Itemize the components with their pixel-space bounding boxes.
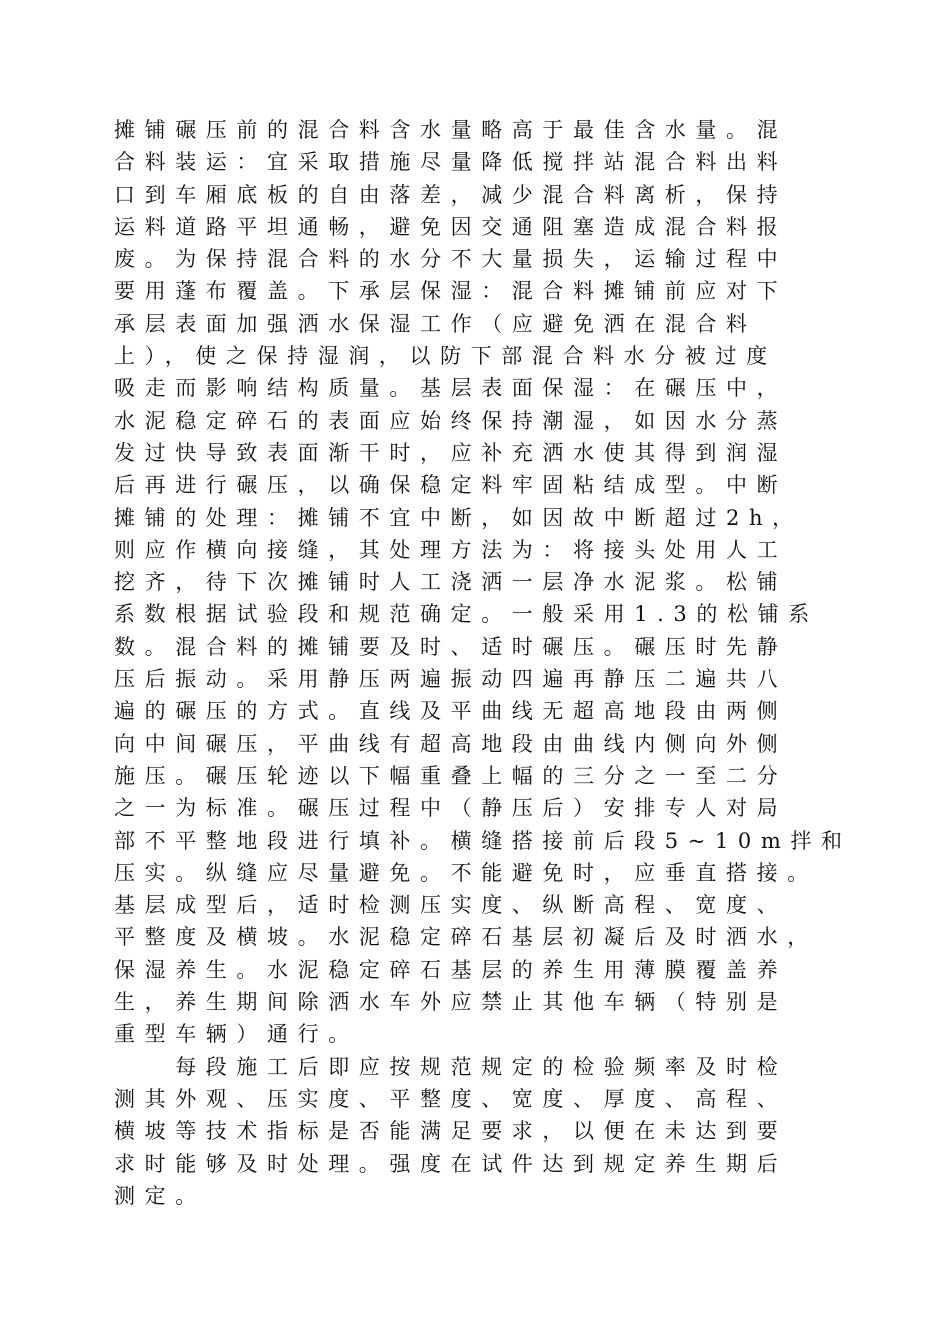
text-line: 摊铺碾压前的混合料含水量略高于最佳含水量。混 [114,118,788,142]
text-line: 生，养生期间除洒水车外应禁止其他车辆（特别是 [114,990,788,1015]
text-line: 施压。碾压轮迹以下幅重叠上幅的三分之一至二分 [114,763,788,788]
text-line: 要用蓬布覆盖。下承层保湿：混合料摊铺前应对下 [114,279,788,304]
text-line: 重型车辆）通行。 [114,1022,359,1047]
text-line: 摊铺的处理：摊铺不宜中断，如因故中断超过2h， [114,505,803,530]
text-line: 则应作横向接缝，其处理方法为：将接头处用人工 [114,537,788,562]
text-line: 平整度及横坡。水泥稳定碎石基层初凝后及时洒水， [114,925,818,950]
text-line: 合料装运：宜采取措施尽量降低搅拌站混合料出料 [114,150,788,175]
text-line: 测其外观、压实度、平整度、宽度、厚度、高程、 [114,1086,788,1111]
text-line: 后再进行碾压，以确保稳定料牢固粘结成型。中断 [114,473,788,498]
text-line: 求时能够及时处理。强度在试件达到规定养生期后 [114,1151,788,1176]
text-line: 遍的碾压的方式。直线及平曲线无超高地段由两侧 [114,699,788,724]
text-line: 数。混合料的摊铺要及时、适时碾压。碾压时先静 [114,634,788,659]
text-line: 承层表面加强洒水保湿工作（应避免洒在混合料 [114,311,757,336]
text-line: 压实。纵缝应尽量避免。不能避免时，应垂直搭接。 [114,860,818,885]
text-line: 吸走而影响结构质量。基层表面保湿：在碾压中， [114,376,788,401]
text-line: 部不平整地段进行填补。横缝搭接前后段5~10m拌和 [114,828,852,853]
text-line: 横坡等技术指标是否能满足要求，以便在未达到要 [114,1119,788,1144]
text-line: 向中间碾压，平曲线有超高地段由曲线内侧向外侧 [114,731,788,756]
text-line: 测定。 [114,1183,206,1208]
text-line: 口到车厢底板的自由落差，减少混合料离析，保持 [114,182,788,207]
text-line: 水泥稳定碎石的表面应始终保持潮湿，如因水分蒸 [114,408,788,433]
text-line: 保湿养生。水泥稳定碎石基层的养生用薄膜覆盖养 [114,957,788,982]
text-line: 系数根据试验段和规范确定。一般采用1.3的松铺系 [114,602,819,627]
text-line: 挖齐，待下次摊铺时人工浇洒一层净水泥浆。松铺 [114,570,788,595]
text-line: 基层成型后，适时检测压实度、纵断高程、宽度、 [114,893,788,918]
text-line: 发过快导致表面渐干时，应补充洒水使其得到润湿 [114,440,788,465]
text-line: 每段施工后即应按规范规定的检验频率及时检 [114,1054,788,1079]
text-line: 压后振动。采用静压两遍振动四遍再静压二遍共八 [114,667,788,692]
body-text [114,114,874,1212]
text-line: 废。为保持混合料的水分不大量损失，运输过程中 [114,247,788,272]
text-line: 运料道路平坦通畅，避免因交通阻塞造成混合料报 [114,214,788,239]
text-line: 之一为标准。碾压过程中（静压后）安排专人对局 [114,796,788,821]
text-line: 上），使之保持湿润，以防下部混合料水分被过度 [114,344,777,369]
